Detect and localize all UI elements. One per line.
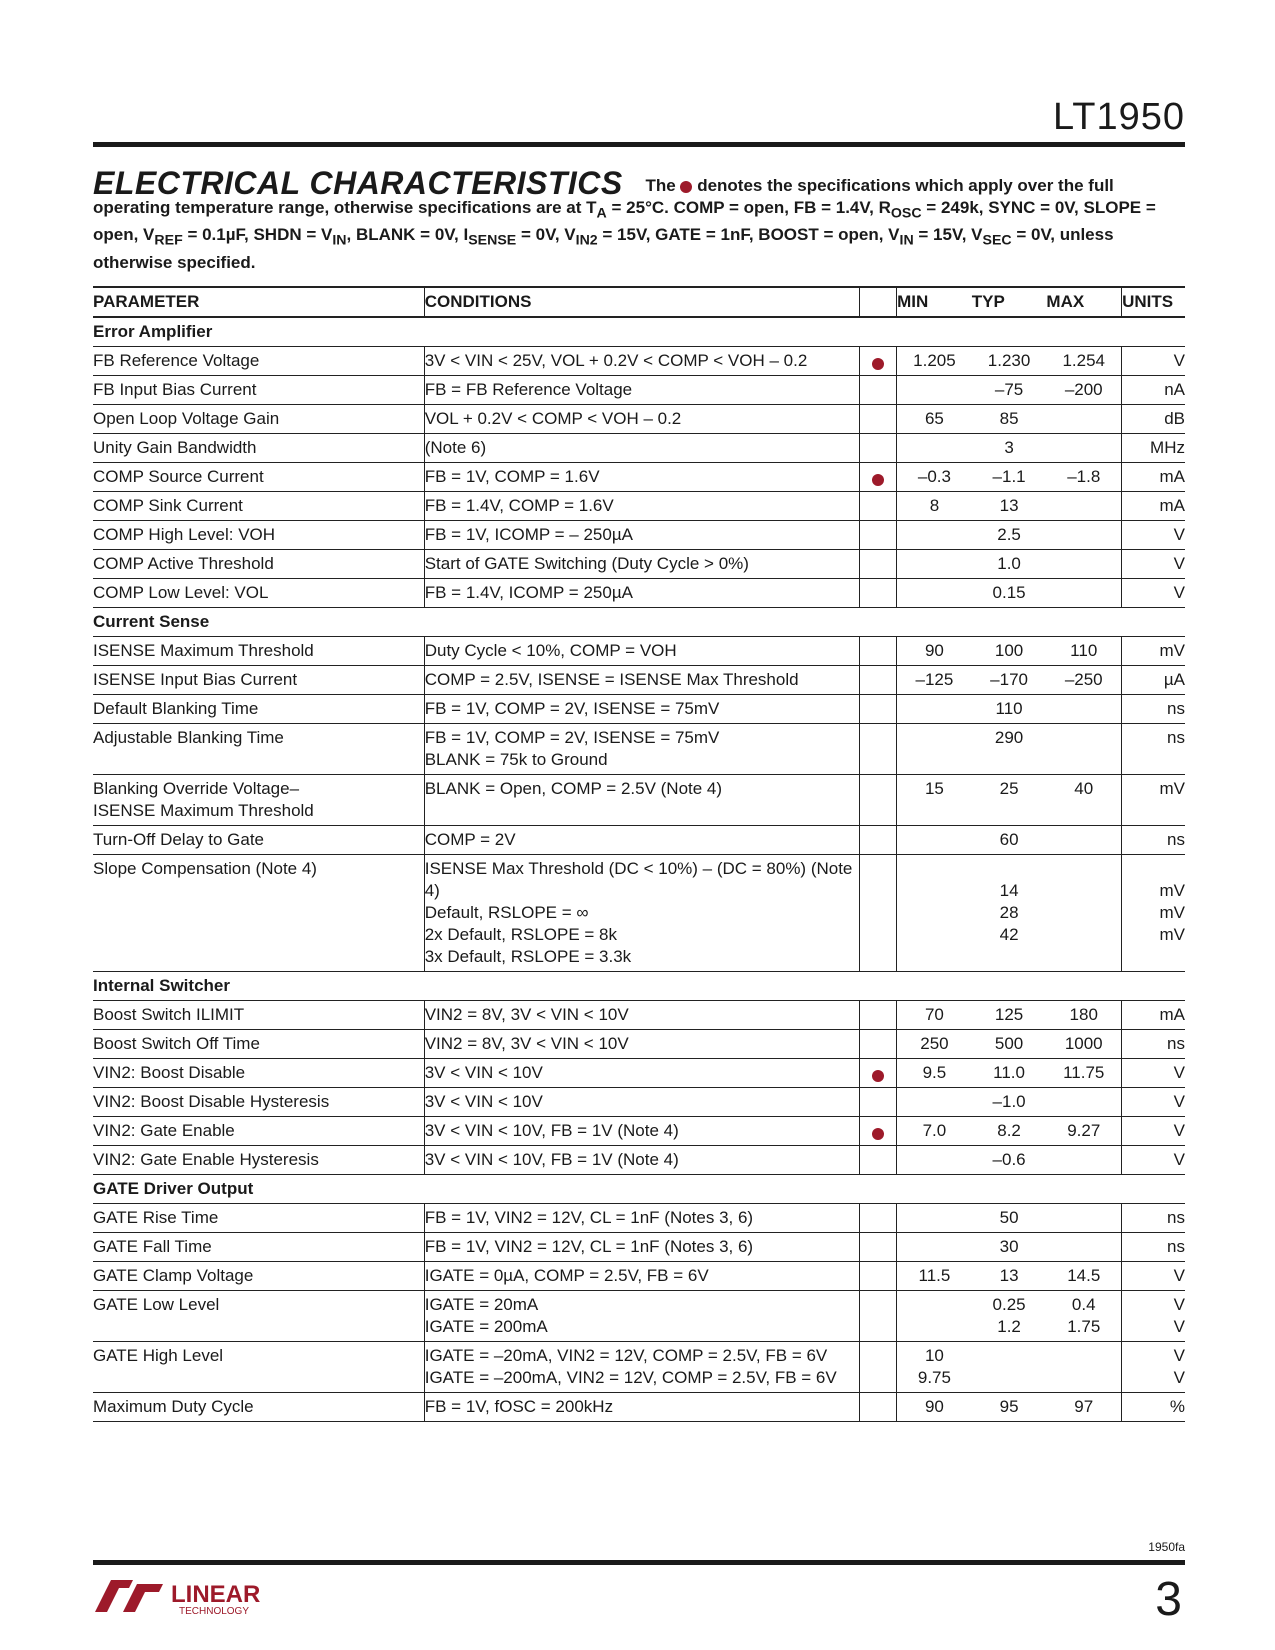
- table-row: Boost Switch Off Time VIN2 = 8V, 3V < VIN < 10V 250 500 1000 ns: [93, 1030, 1185, 1059]
- table-row: Maximum Duty Cycle FB = 1V, fOSC = 200kHz 90 95 97 %: [93, 1393, 1185, 1422]
- page-number: 3: [1155, 1573, 1182, 1626]
- table-row: GATE Fall Time FB = 1V, VIN2 = 12V, CL = 1nF (Notes 3, 6) 30 ns: [93, 1233, 1185, 1262]
- table-row: Boost Switch ILIMIT VIN2 = 8V, 3V < VIN < 10V 70 125 180 mA: [93, 1001, 1185, 1030]
- top-rule: [93, 142, 1185, 147]
- table-row: Default Blanking Time FB = 1V, COMP = 2V, ISENSE = 75mV 110 ns: [93, 695, 1185, 724]
- intro-block: [93, 165, 1185, 274]
- header-min: MIN: [897, 287, 972, 317]
- header-dot-column: [860, 287, 897, 317]
- table-row: VIN2: Gate Enable 3V < VIN < 10V, FB = 1V (Note 4) 7.0 8.2 9.27 V: [93, 1117, 1185, 1146]
- header-conditions: CONDITIONS: [424, 287, 860, 317]
- table-row: COMP Low Level: VOL FB = 1.4V, ICOMP = 250µA 0.15 V: [93, 579, 1185, 608]
- table-row: GATE Rise Time FB = 1V, VIN2 = 12V, CL = 1nF (Notes 3, 6) 50 ns: [93, 1204, 1185, 1233]
- bottom-rule: [93, 1560, 1185, 1565]
- table-row: VIN2: Gate Enable Hysteresis 3V < VIN < 10V, FB = 1V (Note 4) –0.6 V: [93, 1146, 1185, 1175]
- table-row: GATE Low Level IGATE = 20mA IGATE = 200mA 0.25 1.2 0.4 1.75 V V: [93, 1291, 1185, 1342]
- section-row: Internal Switcher: [93, 972, 1185, 1001]
- table-row: Adjustable Blanking Time FB = 1V, COMP = 2V, ISENSE = 75mV BLANK = 75k to Ground 290 ns: [93, 724, 1185, 775]
- table-row: COMP Sink Current FB = 1.4V, COMP = 1.6V 8 13 mA: [93, 492, 1185, 521]
- table-row: Turn-Off Delay to Gate COMP = 2V 60 ns: [93, 826, 1185, 855]
- table-row: VIN2: Boost Disable 3V < VIN < 10V 9.5 11.0 11.75 V: [93, 1059, 1185, 1088]
- bullet-dot-icon: [872, 1128, 884, 1140]
- table-row: COMP Active Threshold Start of GATE Switching (Duty Cycle > 0%) 1.0 V: [93, 550, 1185, 579]
- linear-technology-logo: [93, 1572, 293, 1622]
- table-row: FB Input Bias Current FB = FB Reference Voltage –75 –200 nA: [93, 376, 1185, 405]
- logo-text: LINEAR: [171, 1581, 261, 1608]
- intro-note: The denotes the specifications which apply over the full operating temperature range, otherwise specifications are at $T_A = 25^\circ C$. COMP = open, FB = 1.4V, $R_{OSC} = 249k$, SYNC = 0V, SLOPE = open, $V_{REF} = 0.1\mu F$, SHDN = $V_{IN}$, BLANK = 0V, $I_{SENSE} = 0V$, $V_{IN2} = 15V$, GATE = 1nF, BOOST = open, $V_{IN} = 15V$, $V_{SEC} = 0V$, unless otherwise specified.: [93, 176, 1156, 272]
- header-max: MAX: [1046, 287, 1121, 317]
- header-typ: TYP: [972, 287, 1047, 317]
- table-row: COMP High Level: VOH FB = 1V, ICOMP = – 250µA 2.5 V: [93, 521, 1185, 550]
- table-row: ISENSE Input Bias Current COMP = 2.5V, ISENSE = ISENSE Max Threshold –125 –170 –250 µA: [93, 666, 1185, 695]
- logo-subtext: TECHNOLOGY: [179, 1606, 250, 1617]
- table-row: GATE Clamp Voltage IGATE = 0µA, COMP = 2.5V, FB = 6V 11.5 13 14.5 V: [93, 1262, 1185, 1291]
- bullet-dot-icon: [872, 474, 884, 486]
- section-row: Error Amplifier: [93, 317, 1185, 347]
- electrical-characteristics-table: [93, 286, 1185, 1422]
- table-row: GATE High Level IGATE = –20mA, VIN2 = 12V, COMP = 2.5V, FB = 6V IGATE = –200mA, VIN2 = 12V, COMP = 2.5V, FB = 6V 10 9.75 V V: [93, 1342, 1185, 1393]
- table-row: Unity Gain Bandwidth (Note 6) 3 MHz: [93, 434, 1185, 463]
- bullet-dot-icon: [872, 1070, 884, 1082]
- bullet-dot-icon: [872, 358, 884, 370]
- table-row: Open Loop Voltage Gain VOL + 0.2V < COMP < VOH – 0.2 65 85 dB: [93, 405, 1185, 434]
- document-code: 1950fa: [1148, 1540, 1185, 1554]
- part-number: LT1950: [1052, 96, 1185, 138]
- section-title: ELECTRICAL CHARACTERISTICS: [93, 165, 623, 201]
- table-row: FB Reference Voltage 3V < VIN < 25V, VOL + 0.2V < COMP < VOH – 0.2 1.205 1.230 1.254 V: [93, 347, 1185, 376]
- section-row: GATE Driver Output: [93, 1175, 1185, 1204]
- table-row: Slope Compensation (Note 4) ISENSE Max Threshold (DC < 10%) – (DC = 80%) (Note 4) Default, RSLOPE = ∞ 2x Default, RSLOPE = 8k 3x Default, RSLOPE = 3.3k 14 28 42 mV mV mV: [93, 855, 1185, 972]
- table-row: COMP Source Current FB = 1V, COMP = 1.6V –0.3 –1.1 –1.8 mA: [93, 463, 1185, 492]
- table-row: ISENSE Maximum Threshold Duty Cycle < 10%, COMP = VOH 90 100 110 mV: [93, 637, 1185, 666]
- table-header-row: [93, 287, 1185, 317]
- section-row: Current Sense: [93, 608, 1185, 637]
- bullet-dot-icon: [680, 181, 692, 193]
- header-parameter: PARAMETER: [93, 287, 424, 317]
- header-units: UNITS: [1122, 287, 1185, 317]
- table-row: VIN2: Boost Disable Hysteresis 3V < VIN < 10V –1.0 V: [93, 1088, 1185, 1117]
- table-row: Blanking Override Voltage– ISENSE Maximum Threshold BLANK = Open, COMP = 2.5V (Note 4) 15 25 40 mV: [93, 775, 1185, 826]
